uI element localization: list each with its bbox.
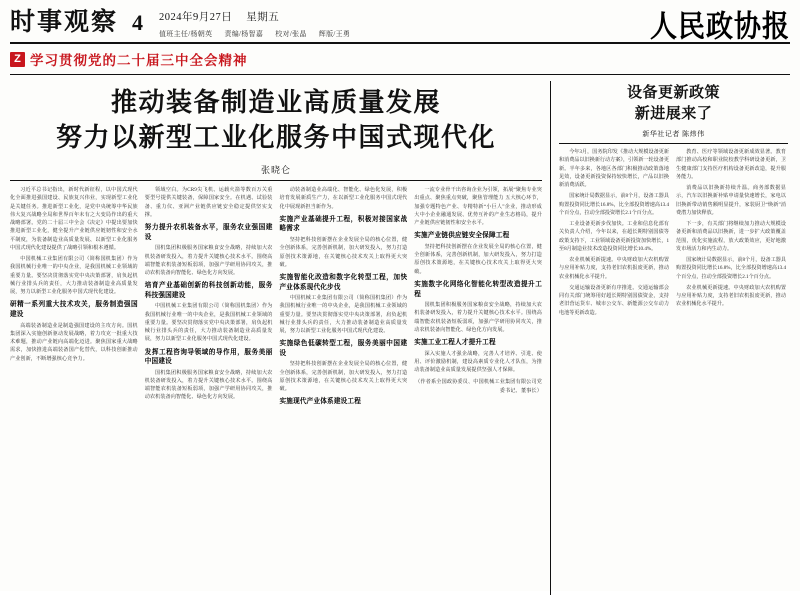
lead-article (10, 81, 542, 595)
subheading: 努力提升农机装备水平，服务农业强国建设 (144, 224, 273, 241)
subheading: 实施产业链供应链安全保障工程 (414, 232, 510, 240)
headline-line-1: 推动装备制造业高质量发展 (110, 88, 441, 117)
paragraph: 高端装备制造业是制造强国建设的主攻方向。国机集团深入实施创新驱动发展战略，着力攻克一批重大技术难题，推动产业链向高端化迈进。聚焦国家重大战略需求，加快推进高端装备国产化替代，以科技创新推动产业创新，不断增强核心竞争力。 (10, 322, 138, 362)
headline-divider (10, 180, 542, 181)
paragraph: 农业机械更新提速。中央财政加大农机购置与应用补贴力度，支持老旧农机报废更新，推动农业机械化水平提升。 (676, 284, 786, 308)
paragraph: 动装备制造业高端化、智能化、绿色化发展，积极培育发展新质生产力，在以新型工业化服务中国式现代化中展现新担当新作为。 (279, 187, 408, 210)
banner-badge-icon: Z (10, 52, 25, 67)
publication-date (159, 9, 360, 24)
paragraph: 下一步，有关部门将继续加力推动大规模设备更新和消费品以旧换新，进一步扩大政策覆盖范围，优化实施流程，放大政策效应，更好地激发市场活力和内生动力。 (676, 221, 786, 252)
subheading: 研精一系列重大技术攻关，服务制造强国建设 (10, 301, 138, 318)
paragraph: 中国机械工业集团有限公司（简称国机集团）作为我国机械行业唯一的中央企业，是我国机械工业领域的重要力量。要坚决贯彻落实党中央决策部署，肩负起机械行业排头兵的责任，大力推动装备制造业高质量发展，努力以新型工业化服务中国式现代化建设。 (10, 256, 138, 296)
page-content (10, 75, 790, 595)
subheading: 实施产业基础提升工程，积极对接国家战略需求 (279, 215, 408, 233)
paragraph: 国家统计局数据显示，前8个月，设备工器具购置投资同比增长16.8%，比全部投资增速高13.4个百分点，拉动全部投资增长2.1个百分点。 (676, 257, 786, 280)
paragraph: 国机集团积极服务国家粮食安全战略，持续加大农机装备研发投入，着力提升关键核心技术水平。围绕高端智能农机装备短板弱项，加强产学研用协同攻关，推动农机装备向智能化、绿色化方向发展。 (414, 302, 542, 333)
masthead-date-block (159, 6, 360, 39)
banner-title: 学习贯彻党的二十届三中全会精神 (30, 53, 248, 68)
article-column-1 (10, 186, 138, 409)
subheading: 实施数字化网络化智能化转型改造提升工程 (414, 280, 542, 298)
secondary-column-2 (676, 148, 786, 320)
credit-proofreader: 校对/张晶 (275, 30, 307, 38)
secondary-columns (559, 148, 788, 320)
paragraph: 中国机械工业集团有限公司（简称国机集团）作为我国机械行业唯一的中央企业，是我国机械工业领域的重要力量。要坚决贯彻落实党中央决策部署，肩负起机械行业排头兵的责任，大力推动装备制造业高质量发展，努力以新型工业化服务中国式现代化建设。 (144, 303, 273, 343)
paragraph: 深入实施人才强企战略，完善人才培养、引进、使用、评价激励机制，建设高素质专业化人才队伍，为推动装备制造业高质量发展提供坚强人才保障。 (414, 350, 542, 374)
lead-headline (10, 81, 542, 157)
lead-byline: 张晓仑 (260, 165, 291, 176)
credit-editor-in-charge: 值班主任/杨朝英 (159, 30, 213, 38)
credit-layout: 辉版/王勇 (318, 30, 351, 38)
article-column-2 (145, 186, 273, 409)
paragraph: 教育、医疗等领域设备更新成效显著。教育部门推动高校和职业院校教学科研设备更新，卫生健康部门支持医疗机构设备更新改造，提升服务能力。 (676, 149, 786, 180)
paragraph: 习近平总书记指出，新时代新征程，以中国式现代化全面推进强国建设、民族复兴伟业，实现新型工业化是关键任务。推进新型工业化，是党中央统筹中华民族伟大复兴战略全局和世界百年未有之大变局作出的重大战略部署。党的二十届三中全会《决定》中提出要加快推进新型工业化，健全提升产业链供应链韧性和安全水平制度，为装备制造业高质量发展、以新型工业化服务中国式现代化建设提供了战略引领和根本遵循。 (10, 187, 138, 251)
article-column-3 (280, 186, 408, 409)
paragraph: 国家统计局数据显示，前8个月，设备工器具购置投资同比增长16.8%，比全部投资增速高13.4个百分点，拉动全部投资增长2.1个百分点。 (559, 193, 669, 216)
secondary-article (550, 81, 788, 595)
subheading: 实施绿色低碳转型工程，服务美丽中国建设 (279, 340, 408, 357)
subheading: 实施工业工程人才提升工程 (414, 339, 496, 347)
lead-columns (10, 186, 542, 409)
subheading: 实施现代产业体系建设工程 (279, 398, 362, 406)
secondary-byline: 新华社记者 陈炜伟 (642, 130, 705, 138)
subheading: 发挥工程咨询导领域的导作用，服务美丽中国建设 (144, 348, 273, 366)
masthead (10, 0, 790, 44)
secondary-headline-line-1: 设备更新政策 (626, 85, 720, 101)
masthead-credits (159, 29, 360, 39)
paragraph: 坚持把科技创新摆在企业发展全局的核心位置，健全创新体系，完善创新机制，加大研发投入，努力打造原创技术策源地，在关键核心技术攻关上取得更大突破。 (279, 361, 408, 393)
paragraph: 坚持把科技创新摆在企业发展全局的核心位置，健全创新体系，完善创新机制，加大研发投入，努力打造原创技术策源地，在关键核心技术攻关上取得更大突破。 (414, 243, 542, 275)
newspaper-logo: 人民政协报 (650, 9, 790, 44)
paragraph: 国机集团积极服务国家粮食安全战略，持续加大农机装备研发投入，着力提升关键核心技术水平。围绕高端智能农机装备短板弱项，加强产学研用协同攻关，推动农机装备向智能化、绿色化方向发展。 (144, 245, 273, 277)
headline-line-2: 努力以新型工业化服务中国式现代化 (55, 123, 496, 153)
page-number: 4 (132, 10, 144, 35)
secondary-headline (559, 83, 788, 125)
paragraph: 国机集团积极服务国家粮食安全战略，持续加大农机装备研发投入，着力提升关键核心技术水平。围绕高端智能农机装备短板弱项，加强产学研用协同攻关，推动农机装备向智能化、绿色化方向发展。 (144, 369, 273, 401)
secondary-divider (559, 143, 788, 144)
article-signature: （作者系全国政协委员、中国机械工业集团有限公司党委书记、董事长） (415, 379, 542, 394)
paragraph: 中国机械工业集团有限公司（简称国机集团）作为我国机械行业唯一的中央企业，是我国机械工业领域的重要力量。要坚决贯彻落实党中央决策部署，肩负起机械行业排头兵的责任，大力推动装备制造业高质量发展，努力以新型工业化服务中国式现代化建设。 (279, 295, 408, 335)
paragraph: 消费品以旧换新持续升温。商务部数据显示，汽车以旧换新补贴申请量快速增长，家电以旧换新带动销售额明显提升，家装厨卫“焕新”消费潜力加快释放。 (676, 185, 786, 216)
weekday-text: 星期五 (246, 12, 280, 23)
article-column-4 (414, 186, 542, 409)
date-text: 2024年9月27日 (159, 12, 233, 23)
secondary-column-1 (559, 148, 669, 320)
section-title: 时事观察 (10, 9, 119, 36)
campaign-banner (10, 44, 790, 75)
paragraph: 一流专业骨干出咨询企业为引领，拓展“聚焦专业突出重点、聚焦重点突破，聚焦管理能力 五大核心环节，加强专题特色产业、专精特新“小巨人”企业，推动形成大中小企业融通发展、优势互补的产业生态格局，提升产业链供应链韧性和安全水平。 (414, 187, 542, 227)
subheading: 实施智能化改造和数字化转型工程，加快产业体系现代化步伐 (279, 274, 408, 291)
paragraph: 坚持把科技创新摆在企业发展全局的核心位置，健全创新体系，完善创新机制，加大研发投入，努力打造原创技术策源地，在关键核心技术攻关上取得更大突破。 (279, 237, 408, 268)
credit-editor: 责编/杨智嘉 (224, 30, 264, 38)
secondary-headline-line-2: 新进展来了 (634, 106, 713, 122)
paragraph: 领域空白。为CR9尖飞机、运载火箭等数百万关重要型号提供关键装备，保障国家安全。在机遇、试验装备、重力仪、亚洲产业链供应链安全稳定提供坚实支撑。 (144, 187, 273, 218)
paragraph: 今年3月，国务院印发《推动大规模设备更新和消费品以旧换新行动方案》，引领新一轮设备更新。半年多来，各地区各部门积极推动政策落地见效，设备更新投资保持较快增长，产品以旧换新消费活跃。 (559, 149, 669, 188)
paragraph: 工业设备更新步伐加快。工业和信息化部有关负责人介绍，今年以来，在超长期特别国债等政策支持下，工业领域设备更新投资加快增长，1至8月制造业技术改造投资同比增长10.4%。 (559, 221, 669, 252)
paragraph: 交通运输设备更新有序推进。交通运输部会同有关部门统筹用好超长期特别国债资金，支持老旧营运货车、城市公交车、新能源公交车动力电池等更新改造。 (559, 284, 669, 316)
paragraph: 农业机械更新提速。中央财政加大农机购置与应用补贴力度，支持老旧农机报废更新，推动农业机械化水平提升。 (559, 257, 669, 280)
subheading: 培育产业基础创新的科技创新动能，服务科技强国建设 (144, 282, 273, 299)
